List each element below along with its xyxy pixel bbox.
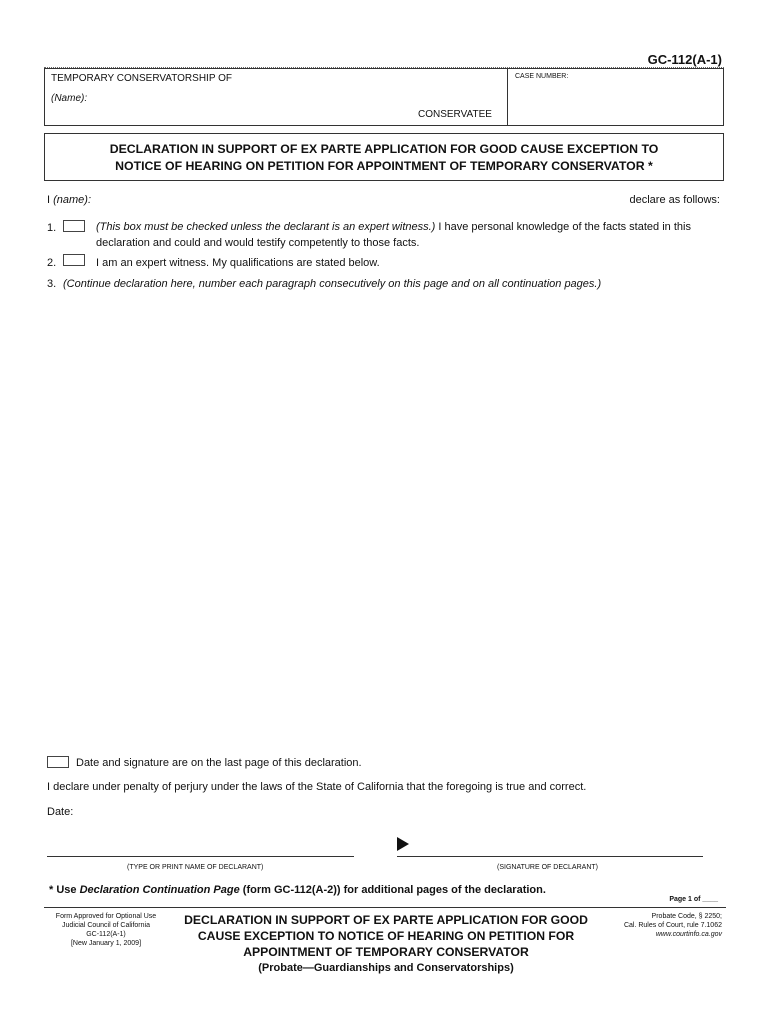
case-number-label[interactable]: CASE NUMBER:	[515, 73, 569, 80]
item-1-checkbox[interactable]	[63, 220, 85, 232]
footer-approval-line-2: Judicial Council of California	[62, 922, 150, 929]
declare-as-follows: declare as follows:	[629, 194, 720, 206]
caption-box	[44, 68, 724, 126]
note-italic: Declaration Continuation Page	[79, 884, 240, 896]
signature-label: (SIGNATURE OF DECLARANT)	[497, 864, 598, 871]
page-number	[669, 896, 718, 903]
continuation-note	[49, 884, 546, 896]
declarant-name-row[interactable]	[47, 194, 91, 206]
item-1-number: 1.	[47, 222, 57, 234]
signature-arrow-icon	[397, 837, 409, 851]
item-2-checkbox[interactable]	[63, 254, 85, 266]
footer-title-line-4: (Probate—Guardianships and Conservatorships)	[258, 962, 514, 974]
print-name-line[interactable]	[47, 856, 354, 857]
signature-line[interactable]	[397, 856, 703, 857]
item-1-text-line-2: declaration and could and would testify competently to those facts.	[96, 237, 420, 249]
footer-title-line-3: APPOINTMENT OF TEMPORARY CONSERVATOR	[243, 945, 529, 959]
item-2-number: 2.	[47, 257, 57, 269]
note-prefix: * Use	[49, 884, 80, 896]
date-label[interactable]: Date:	[47, 806, 74, 818]
item-1-body: I have personal knowledge of the facts stated in this	[435, 221, 691, 233]
footer-approval-line-3: GC-112(A-1)	[86, 931, 126, 938]
footer-title-line-1: DECLARATION IN SUPPORT OF EX PARTE APPLICATION FOR GOOD	[184, 913, 588, 927]
perjury-statement: I declare under penalty of perjury under the laws of the State of California that the foregoing is true and correct.	[47, 781, 587, 793]
print-name-label: (TYPE OR PRINT NAME OF DECLARANT)	[127, 864, 264, 871]
conservatee-name-label[interactable]: (Name):	[51, 93, 88, 104]
footer-approval-line-4: [New January 1, 2009]	[70, 940, 142, 947]
footer-citation-line-2: Cal. Rules of Court, rule 7.1062	[623, 922, 722, 929]
footer-citation-block	[598, 912, 722, 939]
last-page-checkbox[interactable]	[47, 756, 69, 768]
form-title-line-1: DECLARATION IN SUPPORT OF EX PARTE APPLICATION FOR GOOD CAUSE EXCEPTION TO	[109, 142, 659, 156]
footer-citation-line-1: Probate Code, § 2250;	[651, 913, 722, 920]
last-page-text: Date and signature are on the last page of this declaration.	[76, 757, 362, 769]
form-title-line-2: NOTICE OF HEARING ON PETITION FOR APPOINTMENT OF TEMPORARY CONSERVATOR *	[115, 159, 653, 173]
declarant-name-label: (name):	[53, 194, 92, 206]
form-title-box	[44, 133, 724, 181]
footer-website-link[interactable]: www.courtinfo.ca.gov	[655, 931, 722, 938]
conservatee-label: CONSERVATEE	[418, 109, 492, 120]
page-total-blank[interactable]: ____	[702, 896, 718, 903]
item-1-italic: (This box must be checked unless the declarant is an expert witness.)	[96, 221, 436, 233]
footer-rule	[44, 907, 726, 908]
footer-title-line-2: CAUSE EXCEPTION TO NOTICE OF HEARING ON PETITION FOR	[197, 929, 575, 943]
declaration-text-area[interactable]	[47, 296, 727, 746]
item-3-number: 3.	[47, 278, 57, 290]
footer-title-block	[170, 912, 602, 976]
item-2-text: I am an expert witness. My qualifications are stated below.	[96, 257, 380, 269]
footer-approval-block	[48, 912, 164, 948]
caption-divider	[507, 69, 508, 125]
page-label: Page 1 of	[669, 896, 701, 903]
footer-approval-line-1: Form Approved for Optional Use	[55, 913, 157, 920]
i-label: I	[47, 194, 54, 206]
item-3-instructions: (Continue declaration here, number each paragraph consecutively on this page and on all continuation pages.)	[63, 278, 602, 290]
conservatorship-label: TEMPORARY CONSERVATORSHIP OF	[51, 73, 232, 84]
note-suffix: (form GC-112(A-2)) for additional pages of the declaration.	[239, 884, 546, 896]
form-number: GC-112(A-1)	[647, 52, 722, 67]
item-1-text	[96, 221, 726, 233]
